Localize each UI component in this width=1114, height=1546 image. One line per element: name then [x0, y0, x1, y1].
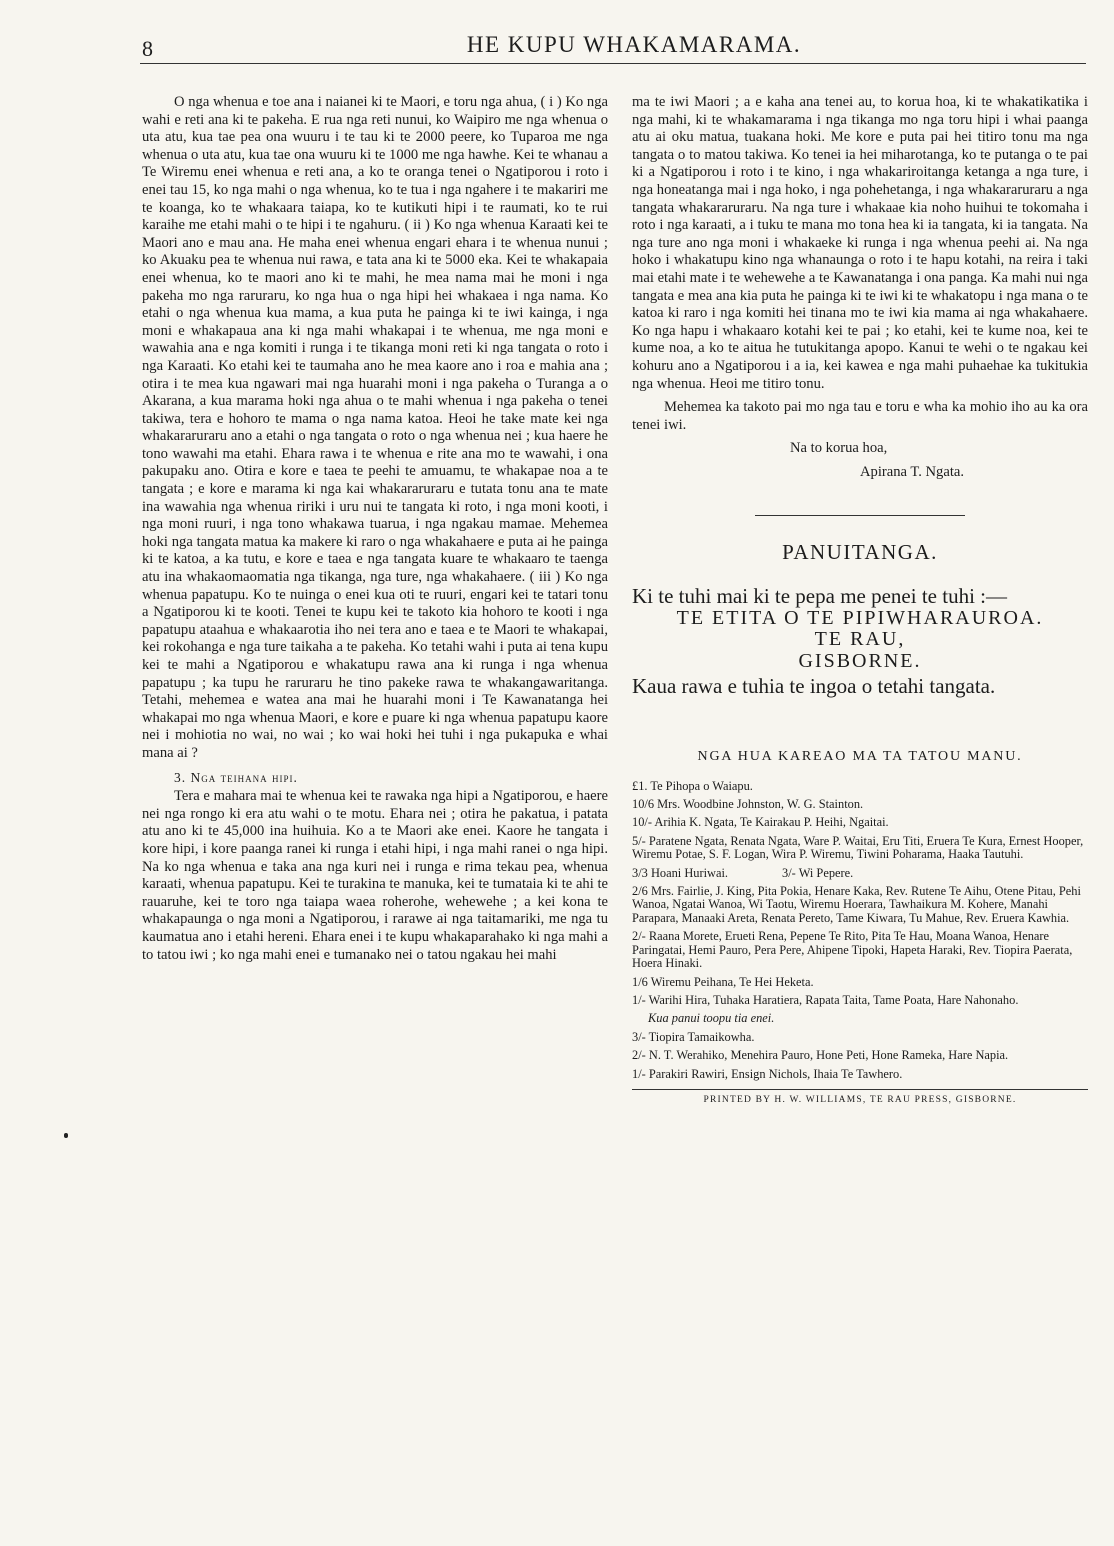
- subscription-amount: 2/-: [632, 929, 646, 944]
- right-column: [632, 94, 1088, 1110]
- subscription-names: Warihi Hira, Tuhaka Haratiera, Rapata Taita, Tame Poata, Hare Nahonaho.: [648, 992, 1019, 1007]
- subscription-entry: [632, 780, 1088, 793]
- subscription-names: Te Pihopa o Waiapu.: [650, 778, 753, 793]
- article-paragraph: Mehemea ka takoto pai mo nga tau e toru e wha ka mohio iho au ka ora tenei iwi.: [632, 399, 1088, 433]
- subscription-names: Wiremu Peihana, Te Hei Heketa.: [650, 974, 814, 989]
- section-heading: 3. Nga teihana hipi.: [174, 769, 298, 785]
- subscription-entry: [632, 1068, 1088, 1081]
- subscription-names: Mrs. Woodbine Johnston, W. G. Stainton.: [657, 797, 864, 812]
- salutation: Na to korua hoa,: [790, 440, 888, 457]
- subscription-amount: 2/6: [632, 884, 648, 899]
- subscription-entry: [632, 835, 1088, 862]
- article-paragraph: Tera e mahara mai te whenua kei te rawaka nga hipi a Ngatiporou, e haere nei nga rongo ki era atu wahi o te motu. Ehara nei ; otira he pakatua, i patata atu ano ki te 45,000 ina huihuia. Ko a te Maori ake enei. Kaore he tangata i kore hipi, i kore paanga ranei ki runga i etahi hipi, i nga mahi ranei o nga hipi. Na ko nga whenua e taka ana nga kuri nei i runga e rima tekau pea, whenua karaati, whenua papatupu. Kei te turakina te manuka, kei te tumataia ki te ahi te rauaruhe, kei te toro nga taiapa waea roherohe, wehewehe ; a kei kona te whakapaunga o nga moni a Ngatiporou, i rarawe ai nga taitamariki, me nga tu kaumatua ano i etahi hereni. Ehara enei i te kupu whakaparahako ki nga mahi a to tatou iwi ; ko nga mahi enei e tumanako nei o tatou ngakau hei mahi: [142, 788, 608, 963]
- section-divider: [755, 515, 965, 516]
- subscription-entry: [632, 994, 1088, 1007]
- subscription-entry: [632, 798, 1088, 811]
- subscription-amount: 3/-: [782, 865, 796, 880]
- printer-imprint: PRINTED BY H. W. WILLIAMS, TE RAU PRESS, GISBORNE.: [703, 1094, 1017, 1105]
- subscription-entry: [632, 1049, 1088, 1062]
- subscription-amount: 10/6: [632, 797, 655, 812]
- subscription-names: Mrs. Fairlie, J. King, Pita Pokia, Henare Kaka, Rev. Rutene Te Aihu, Otene Pitau, Pehi Wanoa, Ngatai Wanoa, Wi Taotu, Wiremu Hoerara, Tawhaikura M. Kohere, Manahi Paraparа, Manaaki Areta, Renata Pereto, Tame Kiwara, Tu Mahue, Rev. Eruera Kawhia.: [632, 884, 1081, 925]
- printer-rule: [632, 1089, 1088, 1090]
- subscription-entry: [632, 867, 1088, 880]
- letter-closing: [632, 440, 1088, 481]
- subscription-amount: 5/-: [632, 833, 646, 848]
- subscription-names: Hoani Huriwai.: [650, 865, 729, 880]
- subscription-names: Tiopira Tamaikowha.: [648, 1029, 755, 1044]
- subscription-amount: 1/6: [632, 974, 648, 989]
- subscription-names: Kua panui toopu tia enei.: [648, 1011, 775, 1026]
- subscription-amount: 1/-: [632, 1066, 646, 1081]
- subscription-names: N. T. Werahiko, Menehira Pauro, Hone Peti, Hone Rameka, Hare Napia.: [648, 1048, 1009, 1063]
- subscriptions-title: NGA HUA KAREAO MA TA TATOU MANU.: [697, 749, 1023, 765]
- subscription-amount: 1/-: [632, 992, 646, 1007]
- subscription-entry: [632, 1012, 1088, 1025]
- subscription-names: Raana Morete, Erueti Rena, Pepene Te Rito, Pita Te Hau, Moana Wanoa, Henare Paringatai, Hemi Pauro, Pera Pere, Ahipene Tipoki, Hapeta Haraki, Rev. Tiopira Paerata, Hoera Hinaki.: [632, 929, 1073, 971]
- running-title: HE KUPU WHAKAMARAMA.: [466, 32, 802, 57]
- notice-address-line: TE ETITA O TE PIPIWHARAUROA.: [676, 606, 1044, 629]
- left-column: [142, 94, 608, 964]
- subscription-amount: 10/-: [632, 815, 652, 830]
- subscription-entry: [632, 930, 1088, 970]
- subscription-amount: 3/-: [632, 1029, 646, 1044]
- notice-address-line: TE RAU,: [814, 628, 906, 651]
- subscription-names: Arihia K. Ngata, Te Kairakau P. Heihi, Ngaitai.: [654, 815, 889, 830]
- subscription-entry: [632, 816, 1088, 829]
- notice-address-line: GISBORNE.: [798, 649, 922, 672]
- subscription-amount: 3/3: [632, 865, 648, 880]
- notice-instruction: Ki te tuhi mai ki te pepa me penei te tuhi :—: [632, 584, 1007, 609]
- article-paragraph: O nga whenua e toe ana i naianei ki te Maori, e toru nga ahua, ( i ) Ko nga wahi e reti ana ki te pakeha. E rua nga reti nunui, ko Waipiro me nga whenua o uta atu, kua tae pea ona wuuru i te tau ki te 2000 peere, ko Tuparoa me nga whenua o uta atu, kua tae ona wuuru ki te 1000 me nga hawhe. Kei te whanau a Te Wiremu enei whenua e reti ana, a ko te oranga tenei o Ngatiporou i roto i enei tau 15, ko nga mahi o nga whenua, ko te tua i nga ngahere i te makariri me te koanga, ko te whakaara taiapa, ko te kutikuti hipi i te raumati, ko te rui karaihe me etahi mahi o te hipi i te ngahuru. ( ii ) Ko nga whenua Karaati kei te Maori ano e mau ana. He maha enei whenua engari ehara i te whenua nunui ; ko Akuaku pea te whenua nui rawa, e tata ana ki te 5000 eka. Kei te whakapaia enei whenua, ko te maori ano ki te mahi, he mea nama mai he moni i nga pakeha mo nga raruraru, ko nga hua o nga hipi hei whakaea i nga nama. Ko etahi o nga whenua kua mama, a kua puta he painga ki te iwi kainga, i nga moni e whakapaua ana ki nga mahi whakapai i te whenua, me nga moni e wawahia ana e nga komiti i runga i te tikanga moni reti ki nga tangata o roto i nga Karaati. Ko etahi kei te taumaha ano he mea kaore ano i roa e mahia ana ; otira i te mea kua ngawari mai nga huarahi moni i nga pakeha o Turanga a o Akarana, a kua marama hoki nga ahua o te mahi whenua i nga pakeha o tenei takiwa, tera e hohoro te mama o nga nama katoa. Heoi he take mate kei nga whakararuraru ano a etahi o nga tangata o roto o nga whenua nei ; kua haere he tono wawahi ma etahi. Ehara rawa i te whenua e rite ana mo te wawahi, i ona pakupaku ano. Otira e kore e taea te peehi te amuamu, te whakapae noa a te tangata ; e kore e marama ki nga kai whakararuraru e tutata tonu ana te mate ina wawahia nga whenua ririki i uru nui te tangata ki roto, i nga moni kooti, i nga moni ruuri, i nga tono whakawa tuarua, i nga ngakau mamae. Mehemea hoki nga tangata matua ka makere ki raro o nga whakahaere e puta ai he painga ki te katoa, a ka tutu, e kore e taea e nga tangata kuare te whakaaro te taenga atu ina whakaomaomatia nga tikanga, nga ture, nga whakahaere. ( iii ) Ko nga whenua papatupu. Ko te nuinga o enei kua oti te ruuri, engari kei te tatari tonu a Ngatiporou ki te kooti. Tenei te kupu kei te takoto kia hohoro te kooti i nga papatupu ataahua e whakaarotia iho nei tera ano e taea e te Maori te whakapai, kei rokohanga e nga ture taikaha a te pakeha. Ko tetahi wahi i puta ai tena kupu kei te mahi a Ngatiporou e whakatupu rawa ana ki runga i nga whenua papatupu ; ka tupu he raruraru he tino pakeke rawa te whakangawaritanga. Tetahi, mehemea e watea ana mai he huarahi moni i Te Kawanatanga hei whakapai mo nga whenua Maori, e kore e puare ki nga whenua papatupu kaore nei i mohiotia no wai, no wai ; ko wai hoki hei tuhi i nga pukapuka e whai mana ai ?: [142, 94, 608, 761]
- subscription-names: Parakiri Rawiri, Ensign Nichols, Ihaia Te Tawhero.: [648, 1066, 903, 1081]
- signature: Apirana T. Ngata.: [860, 463, 965, 480]
- page-header: [142, 32, 1086, 62]
- subscription-amount: £1.: [632, 778, 648, 793]
- subscription-entry: [632, 976, 1088, 989]
- notice-warning: Kaua rawa e tuhia te ingoa o tetahi tangata.: [632, 674, 996, 699]
- subscriptions-list: [632, 780, 1088, 1081]
- subscription-names: Paratene Ngata, Renata Ngata, Ware P. Waitai, Eru Titi, Eruera Te Kura, Ernest Hooper, Wiremu Potae, S. F. Logan, Wira P. Wiremu, Tiwini Poharama, Haaka Tautuhi.: [632, 833, 1084, 862]
- subscription-entry: [632, 1031, 1088, 1044]
- notice-title: PANUITANGA.: [782, 540, 938, 565]
- article-paragraph: ma te iwi Maori ; a e kaha ana tenei au, to korua hoa, ki te whakatikatika i nga mahi, ki te whakamarama i nga tikanga mo nga toru hipi i whai paanga atu ai oku matua, tuakana hoki. Me kore e puta pai hei titiro tonu ma nga tangata o to matou takiwa. Ko tenei ia hei miharotanga, ko te putanga o te pai ki a Ngatiporou i roto i te kino, i nga whakariroitanga ketanga a nga ture, i nga honeatanga mai i nga hoko, i nga pohehetanga, i nga whakararuraru a nga tangata whakararuraru. Na nga ture i whakaae kia noho huihui te tokomaha i roto i nga karaati, a i tuku te mana mo tona hea ki ia tangata, ki ia tangata. Na nga ture ano nga moni i whakaeke ki runga i nga whenua peehi ai. Na nga hoko i whakatupu kino nga whanaunga o roto i te hapu kotahi, na reira i taki mai etahi mate i te wehewehe a te Kawanatanga i ona panga. Ka mahi nui nga tangata e mea ana kia puta he painga ki te iwi ki te whakatopu i nga mana o te katoa ki raro i nga komiti hei tinana mo te iwi kia mama ai nga whakahaere. Ko nga hapu i whakaaro kotahi kei te pai ; ko etahi, kei te kume noa, kei te kume noa, a ko te aitua he tutukitanga apopo. Kanui te wehi o te ngakau kei kohuru ano a Ngatiporou i a ia, kei kawea e nga mahi puhaehae ka tukitukia nga whenua. Heoi me titiro tonu.: [632, 94, 1088, 392]
- page-number: 8: [142, 36, 153, 61]
- subscription-entry: [632, 885, 1088, 925]
- header-rule: [140, 63, 1086, 64]
- ink-mark: [64, 1133, 68, 1138]
- subscription-amount: 2/-: [632, 1048, 646, 1063]
- subscription-names: Wi Pepere.: [798, 865, 854, 880]
